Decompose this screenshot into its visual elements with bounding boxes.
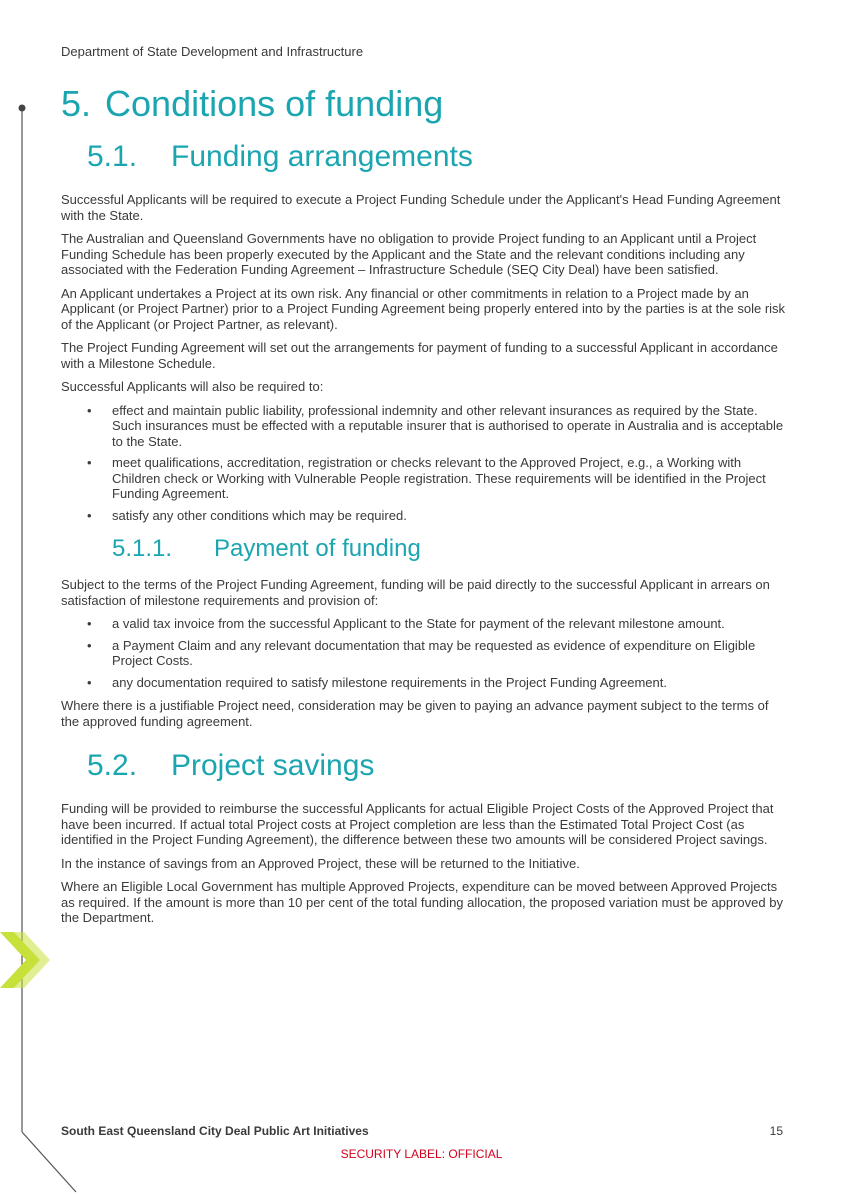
section-5-heading bbox=[61, 80, 787, 128]
section-5-1-heading bbox=[87, 136, 787, 178]
paragraph: Where an Eligible Local Government has multiple Approved Projects, expenditure can be moved between Approved Projects as required. If the amount is more than 10 per cent of the total funding allocation, the proposed variation must be approved by the Department. bbox=[61, 879, 783, 925]
list-item: • a valid tax invoice from the successful Applicant to the State for payment of the relevant milestone amount. bbox=[61, 616, 787, 632]
section-5-1 bbox=[61, 136, 787, 523]
section-5-1-1 bbox=[61, 533, 787, 729]
section-5-2-heading bbox=[87, 745, 787, 787]
section-number: 5.1.1. bbox=[112, 535, 173, 562]
section-title: Funding arrangements bbox=[171, 140, 473, 173]
header-department: Department of State Development and Infrastructure bbox=[61, 44, 364, 59]
page-number: 15 bbox=[769, 1124, 783, 1138]
section-number: 5.2. bbox=[87, 749, 138, 782]
main-content bbox=[61, 80, 787, 934]
paragraph: The Australian and Queensland Governments have no obligation to provide Project funding to an Applicant until a Project Funding Schedule has been properly executed by the Applicant and the State and the relevant conditions including any associated with the Federation Funding Agreement – Infrastructure Schedule (SEQ City Deal) have been satisfied. bbox=[61, 231, 757, 277]
margin-line-dot bbox=[19, 105, 26, 112]
paragraph: Subject to the terms of the Project Funding Agreement, funding will be paid directly to the successful Applicant in arrears on satisfaction of milestone requirements and provision of: bbox=[61, 577, 770, 608]
paragraph: Where there is a justifiable Project need, consideration may be given to paying an advance payment subject to the terms of the approved funding agreement. bbox=[61, 698, 769, 729]
list-item: • satisfy any other conditions which may be required. bbox=[61, 508, 787, 524]
section-5-2 bbox=[61, 745, 787, 926]
paragraph: Funding will be provided to reimburse the successful Applicants for actual Eligible Project Costs of the Approved Project that have been incurred. If actual total Project costs at Project completion are less than the Estimated Total Project Cost (as identified in the Project Funding Agreement), the difference between these two amounts will be considered Project savings. bbox=[61, 801, 774, 847]
margin-line-diagonal bbox=[22, 1132, 76, 1192]
section-title: Payment of funding bbox=[214, 535, 421, 562]
payment-list bbox=[61, 616, 787, 690]
chevron-icon bbox=[0, 932, 50, 988]
paragraph: An Applicant undertakes a Project at its own risk. Any financial or other commitments in relation to a Project made by an Applicant (or Project Partner) prior to a Project Funding Agreement being properly entered into by the parties is at the sole risk of the Applicant (or Project Partner, as relevant). bbox=[61, 285, 786, 332]
paragraph: Successful Applicants will also be required to: bbox=[61, 379, 324, 394]
list-item: • effect and maintain public liability, professional indemnity and other relevant insurances as required by the State. Such insurances must be effected with a reputable insurer that is authorised to operate in Australia and is acceptable to the State. bbox=[61, 403, 787, 450]
list-item: • meet qualifications, accreditation, registration or checks relevant to the Approved Project, e.g., a Working with Children check or Working with Vulnerable People registration. These requirements will be identified in the Project Funding Agreement. bbox=[61, 455, 787, 502]
section-title: Project savings bbox=[171, 749, 375, 782]
section-title: Conditions of funding bbox=[105, 83, 444, 124]
footer-title: South East Queensland City Deal Public Art Initiatives bbox=[61, 1124, 369, 1138]
requirements-list bbox=[61, 403, 787, 524]
list-item: • a Payment Claim and any relevant documentation that may be requested as evidence of expenditure on Eligible Project Costs. bbox=[61, 638, 787, 669]
section-number: 5.1. bbox=[87, 140, 138, 173]
security-label: SECURITY LABEL: OFFICIAL bbox=[340, 1147, 503, 1161]
section-number: 5. bbox=[61, 83, 92, 124]
section-5-1-1-heading bbox=[112, 533, 787, 565]
list-item: • any documentation required to satisfy milestone requirements in the Project Funding Agreement. bbox=[61, 675, 787, 691]
paragraph: Successful Applicants will be required to execute a Project Funding Schedule under the Applicant's Head Funding Agreement with the State. bbox=[61, 192, 781, 223]
paragraph: The Project Funding Agreement will set out the arrangements for payment of funding to a successful Applicant in accordance with a Milestone Schedule. bbox=[61, 340, 778, 371]
paragraph: In the instance of savings from an Approved Project, these will be returned to the Initiative. bbox=[61, 855, 580, 871]
